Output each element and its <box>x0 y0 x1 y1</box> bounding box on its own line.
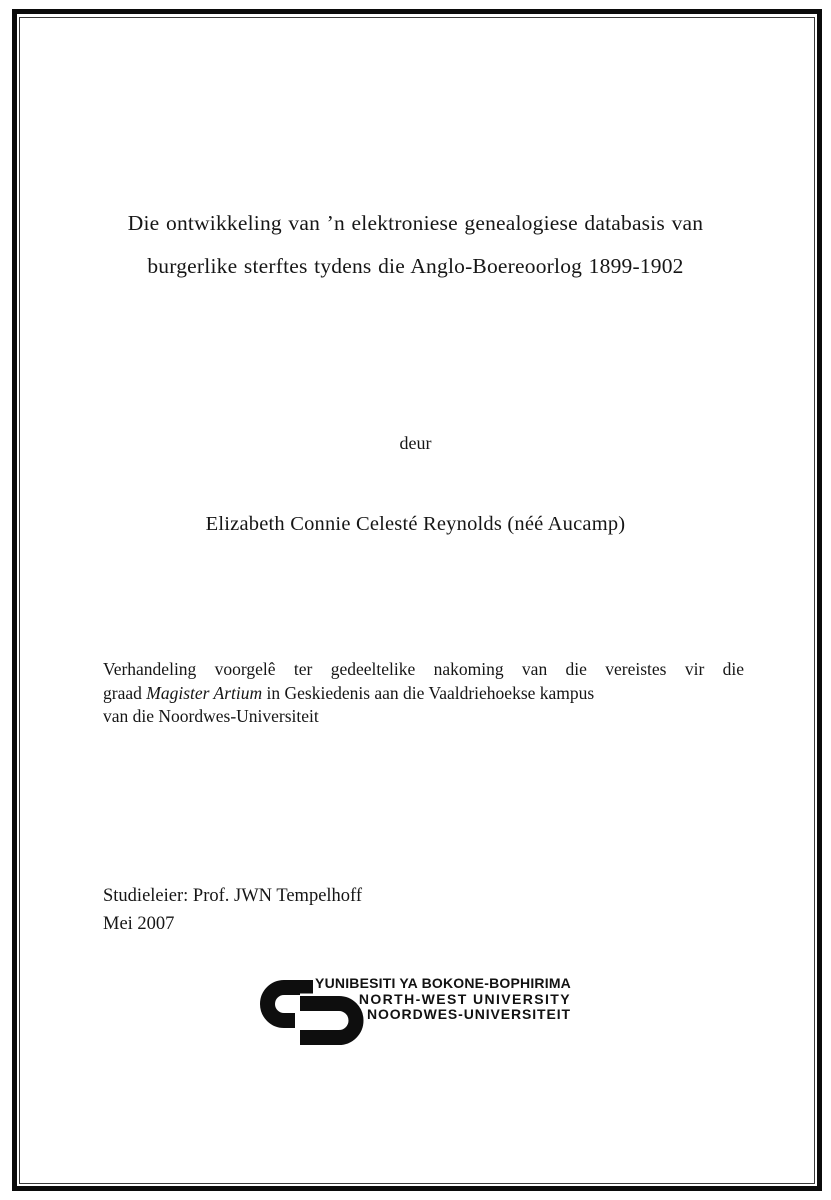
supervisor-line: Studieleier: Prof. JWN Tempelhoff <box>103 886 363 906</box>
supervisor-block <box>103 883 362 938</box>
author-name: Elizabeth Connie Celesté Reynolds (néé Aucamp) <box>205 513 626 535</box>
byline-deur: deur <box>399 433 432 453</box>
degree-statement <box>103 658 744 729</box>
logo-line-setswana: YUNIBESITI YA BOKONE-BOPHIRIMA <box>315 975 571 991</box>
date-line: Mei 2007 <box>103 913 175 934</box>
university-logo <box>259 975 571 1051</box>
thesis-title-line-2: burgerlike sterftes tydens die Anglo-Boereoorlog 1899-1902 <box>147 254 684 278</box>
university-logo-text <box>315 976 571 1023</box>
statement-line2-pre: graad <box>103 682 147 703</box>
thesis-title-line-1: Die ontwikkeling van ’n elektroniese genealogiese databasis van <box>127 211 704 235</box>
statement-degree-name: Magister Artium <box>146 682 263 703</box>
degree-statement-line-1: Verhandeling voorgelê ter gedeeltelike nakoming van die vereistes vir die <box>103 659 744 679</box>
thesis-title <box>60 202 771 288</box>
logo-line-afrikaans: NOORDWES-UNIVERSITEIT <box>366 1006 571 1022</box>
statement-line2-post: in Geskiedenis aan die Vaaldriehoekse kampus <box>262 682 595 703</box>
degree-statement-line-3: van die Noordwes-Universiteit <box>103 706 319 726</box>
logo-line-english: NORTH-WEST UNIVERSITY <box>358 990 571 1007</box>
degree-statement-line-2 <box>103 682 744 706</box>
